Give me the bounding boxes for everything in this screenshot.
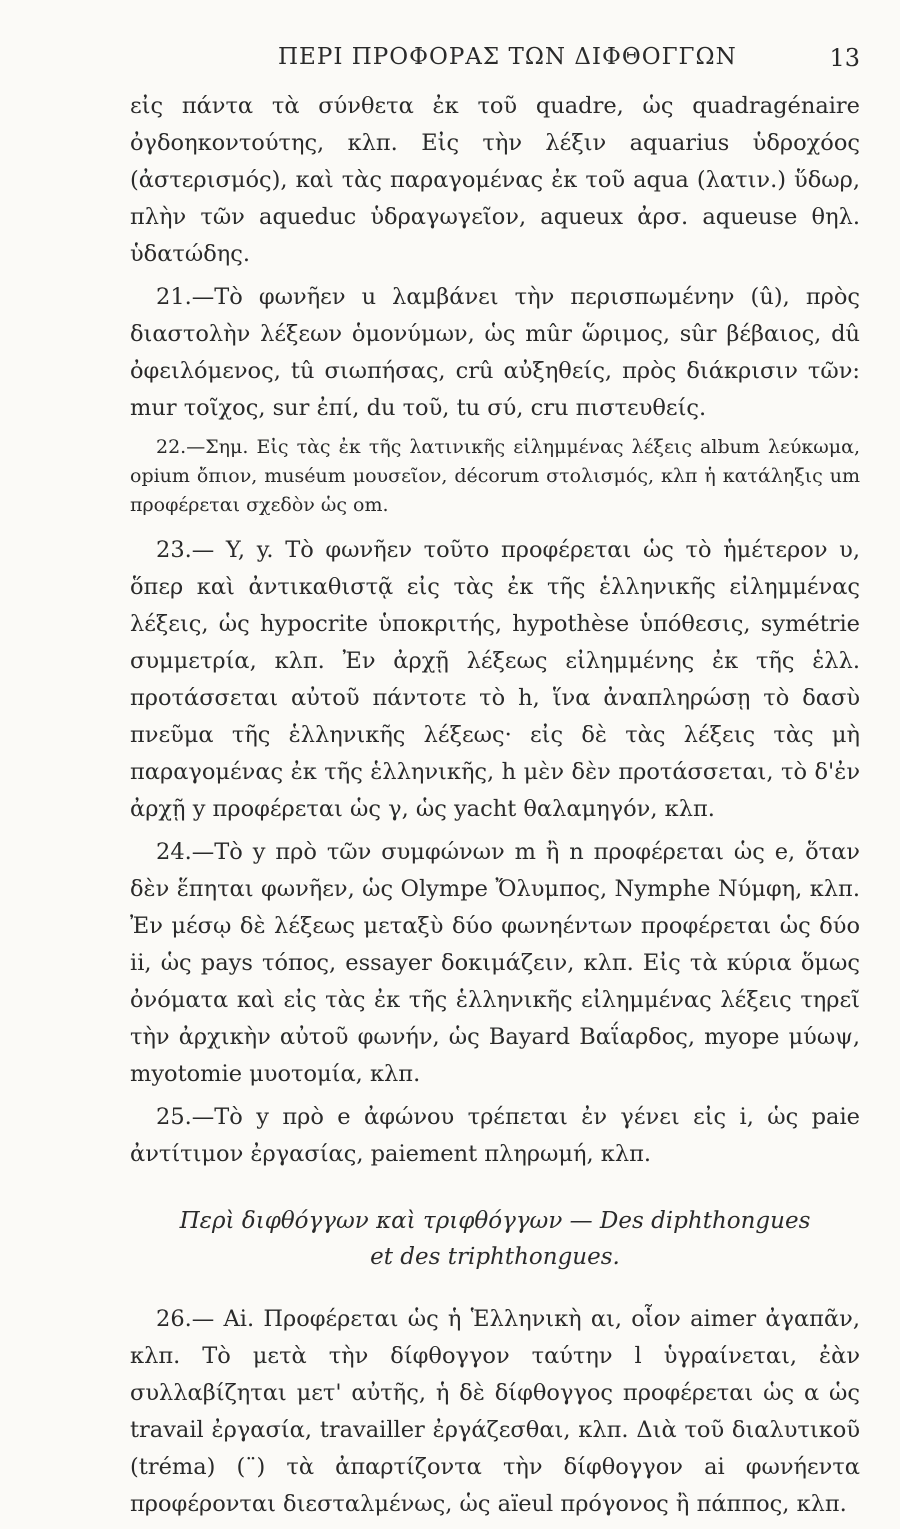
paragraph-23: 23.— Y, y. Τὸ φωνῆεν τοῦτο προφέρεται ὡς τὸ ἡμέτερον υ, ὅπερ καὶ ἀντικαθιστᾷ εἰς τὰς ἐκ τῆς ἑλληνικῆς εἰλημμένας λέξεις, ὡς hypocrite ὑποκριτής, hypothèse ὑπόθεσις, symétrie συμμετρία, κλπ. Ἐν ἀρχῇ λέξεως εἰλημμένης ἐκ τῆς ἑλλ. προτάσσεται αὐτοῦ πάντοτε τὸ h, ἵνα ἀναπληρώσῃ τὸ δασὺ πνεῦμα τῆς ἑλληνικῆς λέξεως· εἰς δὲ τὰς λέξεις τὰς μὴ παραγομένας ἐκ τῆς ἑλληνικῆς, h μὲν δὲν προτάσσεται, τὸ δ'ἐν ἀρχῇ y προφέρεται ὡς γ, ὡς yacht θαλαμηγόν, κλπ. <box>130 537 860 822</box>
paragraph-continuation: εἰς πάντα τὰ σύνθετα ἐκ τοῦ quadre, ὡς quadragénaire ὀγδοηκοντούτης, κλπ. Εἰς τὴν λέξιν aquarius ὑδροχόος (ἀστερισμός), καὶ τὰς παραγομένας ἐκ τοῦ aqua (λατιν.) ὕδωρ, πλὴν τῶν aqueduc ὑδραγωγεῖον, aqueux ἀρσ. aqueuse θηλ. ὑδατώδης. <box>130 93 860 267</box>
section-heading-line-2: et des triphthongues. <box>370 1244 620 1270</box>
section-heading-line-1: Περὶ διφθόγγων καὶ τριφθόγγων — Des diphthongues <box>179 1208 811 1234</box>
paragraph-21: 21.—Τὸ φωνῆεν u λαμβάνει τὴν περισπωμένην (û), πρὸς διαστολὴν λέξεων ὁμονύμων, ὡς mûr ὥριμος, sûr βέβαιος, dû ὀφειλόμενος, tû σιωπήσας, crû αὐξηθείς, πρὸς διάκρισιν τῶν: mur τοῖχος, sur ἐπί, du τοῦ, tu σύ, cru πιστευθείς. <box>130 284 860 421</box>
section-heading <box>130 1203 860 1275</box>
paragraph-25: 25.—Τὸ y πρὸ e ἀφώνου τρέπεται ἐν γένει εἰς i, ὡς paie ἀντίτιμον ἐργασίας, paiement πληρωμή, κλπ. <box>130 1104 860 1167</box>
paragraph-22-note: 22.—Σημ. Εἰς τὰς ἐκ τῆς λατινικῆς εἰλημμένας λέξεις album λεύκωμα, opium ὄπιον, muséum μουσεῖον, décorum στολισμός, κλπ ἡ κατάληξις um προφέρεται σχεδὸν ὡς om. <box>130 436 860 516</box>
body-text <box>130 88 860 1529</box>
page-number: 13 <box>829 44 860 72</box>
page-header <box>130 40 860 80</box>
running-head: ΠΕΡΙ ΠΡΟΦΟΡΑΣ ΤΩΝ ΔΙΦΘΟΓΓΩΝ <box>278 44 737 70</box>
paragraph-26: 26.— Ai. Προφέρεται ὡς ἡ Ἑλληνικὴ αι, οἷον aimer ἀγαπᾶν, κλπ. Τὸ μετὰ τὴν δίφθογγον ταύτην l ὑγραίνεται, ἐὰν συλλαβίζηται μετ' αὐτῆς, ἡ δὲ δίφθογγος προφέρεται ὡς α ὡς travail ἐργασία, travailler ἐργάζεσθαι, κλπ. Διὰ τοῦ διαλυτικοῦ (tréma) (¨) τὰ ἀπαρτίζοντα τὴν δίφθογγον ai φωνήεντα προφέρονται διεσταλμένως, ὡς aïeul πρόγονος ἢ πάππος, κλπ. <box>130 1306 860 1517</box>
paragraph-24: 24.—Τὸ y πρὸ τῶν συμφώνων m ἢ n προφέρεται ὡς e, ὅταν δὲν ἕπηται φωνῆεν, ὡς Olympe Ὄλυμπος, Nymphe Νύμφη, κλπ. Ἐν μέσῳ δὲ λέξεως μεταξὺ δύο φωνηέντων προφέρεται ὡς δύο ii, ὡς pays τόπος, essayer δοκιμάζειν, κλπ. Εἰς τὰ κύρια ὅμως ὀνόματα καὶ εἰς τὰς ἐκ τῆς ἑλληνικῆς εἰλημμένας λέξεις τηρεῖ τὴν ἀρχικὴν αὐτοῦ φωνήν, ὡς Bayard Βαΐαρδος, myope μύωψ, myotomie μυοτομία, κλπ. <box>130 839 860 1087</box>
